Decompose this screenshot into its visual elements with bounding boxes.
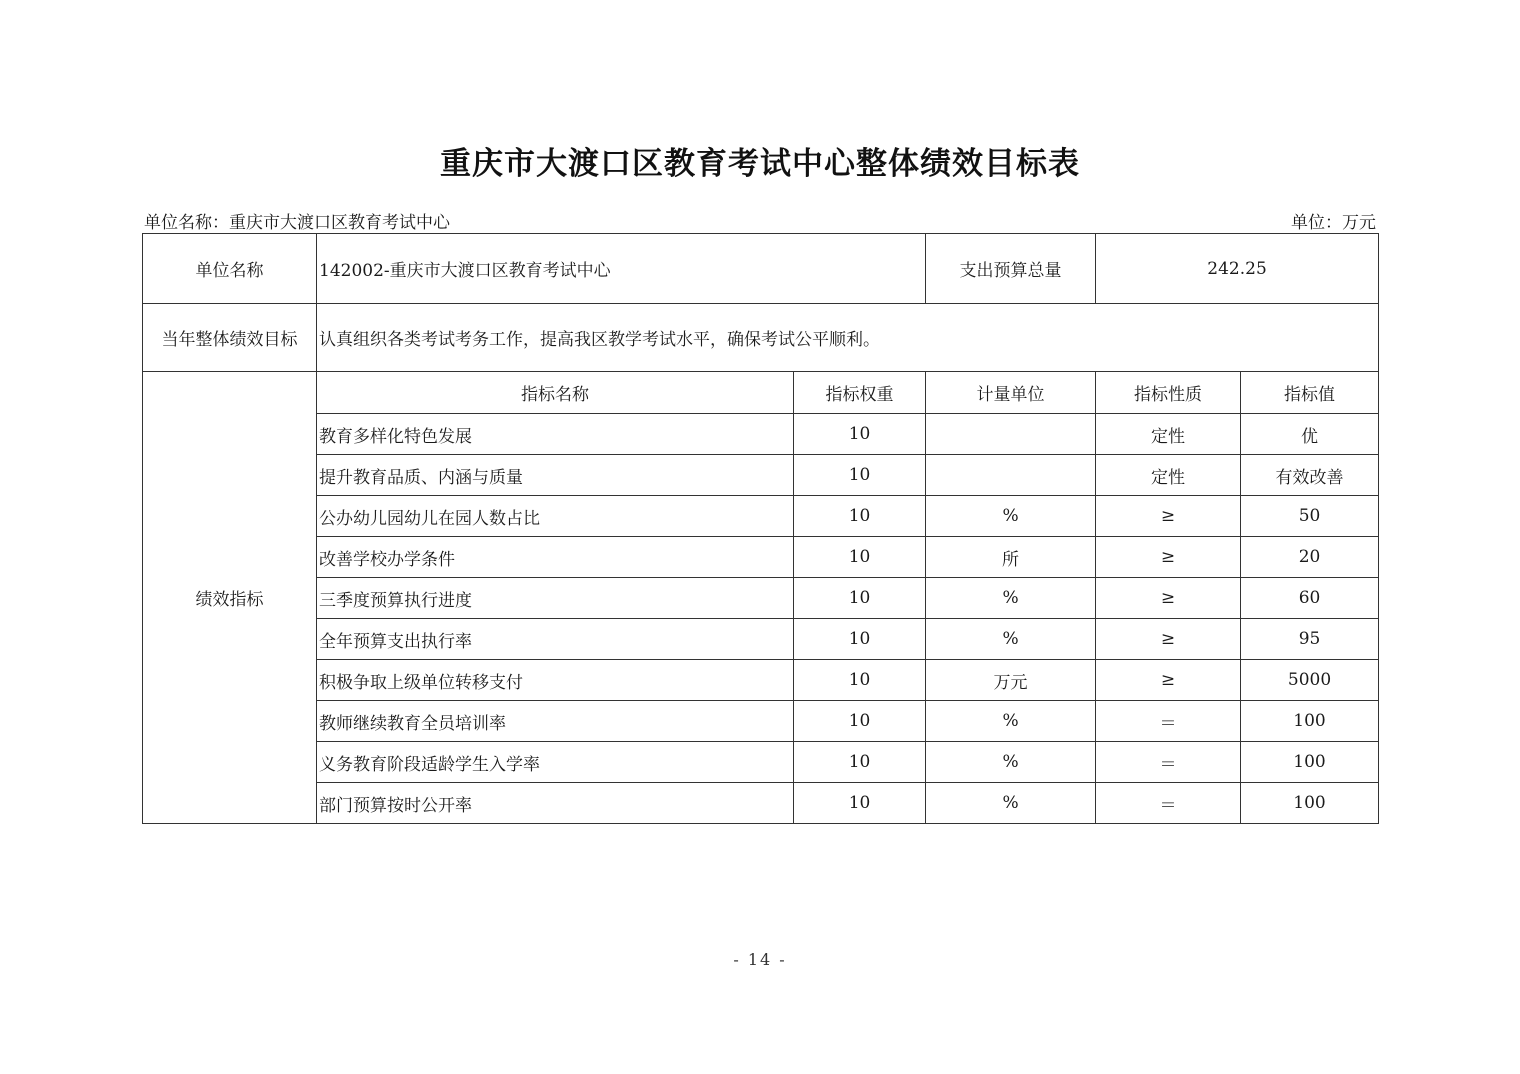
indicator-unit: % (926, 701, 1096, 742)
indicator-unit: 万元 (926, 660, 1096, 701)
annual-goal-value: 认真组织各类考试考务工作，提高我区教学考试水平，确保考试公平顺利。 (317, 304, 1379, 372)
indicator-value: 20 (1241, 537, 1379, 578)
indicator-nature: 定性 (1096, 455, 1241, 496)
table-row (143, 701, 1379, 742)
indicator-value: 60 (1241, 578, 1379, 619)
goal-row (143, 304, 1379, 372)
indicator-value: 100 (1241, 783, 1379, 824)
indicator-name: 积极争取上级单位转移支付 (317, 660, 794, 701)
performance-table (142, 233, 1379, 824)
indicator-weight: 10 (794, 414, 926, 455)
indicator-unit: % (926, 578, 1096, 619)
header-indicator-name: 指标名称 (317, 372, 794, 414)
indicator-name: 教育多样化特色发展 (317, 414, 794, 455)
indicator-unit (926, 414, 1096, 455)
indicator-name: 全年预算支出执行率 (317, 619, 794, 660)
indicator-name: 改善学校办学条件 (317, 537, 794, 578)
indicator-nature: ≥ (1096, 619, 1241, 660)
indicator-name: 公办幼儿园幼儿在园人数占比 (317, 496, 794, 537)
unit-caption: 单位：万元 (1291, 213, 1376, 233)
unit-name-label: 单位名称 (143, 234, 317, 304)
indicator-weight: 10 (794, 660, 926, 701)
budget-total-value: 242.25 (1096, 234, 1379, 304)
indicator-nature: ＝ (1096, 701, 1241, 742)
indicator-nature: 定性 (1096, 414, 1241, 455)
indicator-name: 三季度预算执行进度 (317, 578, 794, 619)
indicator-unit: % (926, 742, 1096, 783)
indicator-nature: ＝ (1096, 742, 1241, 783)
indicator-nature: ≥ (1096, 660, 1241, 701)
indicator-weight: 10 (794, 619, 926, 660)
indicator-nature: ＝ (1096, 783, 1241, 824)
indicator-unit: % (926, 619, 1096, 660)
header-measure-unit: 计量单位 (926, 372, 1096, 414)
indicator-unit: % (926, 783, 1096, 824)
indicator-nature: ≥ (1096, 496, 1241, 537)
indicator-unit: % (926, 496, 1096, 537)
indicator-value: 5000 (1241, 660, 1379, 701)
indicator-weight: 10 (794, 701, 926, 742)
indicator-value: 95 (1241, 619, 1379, 660)
indicator-weight: 10 (794, 578, 926, 619)
annual-goal-label: 当年整体绩效目标 (143, 304, 317, 372)
indicator-weight: 10 (794, 455, 926, 496)
unit-name-value: 142002-重庆市大渡口区教育考试中心 (317, 234, 926, 304)
page-title: 重庆市大渡口区教育考试中心整体绩效目标表 (440, 146, 1080, 182)
table-row (143, 578, 1379, 619)
indicator-weight: 10 (794, 537, 926, 578)
table-row (143, 619, 1379, 660)
indicator-unit (926, 455, 1096, 496)
indicator-nature: ≥ (1096, 578, 1241, 619)
budget-total-label: 支出预算总量 (926, 234, 1096, 304)
indicator-value: 100 (1241, 701, 1379, 742)
indicator-name: 提升教育品质、内涵与质量 (317, 455, 794, 496)
indicator-nature: ≥ (1096, 537, 1241, 578)
header-indicator-value: 指标值 (1241, 372, 1379, 414)
indicator-unit: 所 (926, 537, 1096, 578)
indicator-name: 教师继续教育全员培训率 (317, 701, 794, 742)
indicator-name: 义务教育阶段适龄学生入学率 (317, 742, 794, 783)
table-row (143, 455, 1379, 496)
indicator-weight: 10 (794, 496, 926, 537)
page-number: - 14 - (733, 950, 787, 969)
table-row (143, 496, 1379, 537)
indicator-weight: 10 (794, 783, 926, 824)
header-indicator-nature: 指标性质 (1096, 372, 1241, 414)
unit-name-caption: 单位名称：重庆市大渡口区教育考试中心 (144, 213, 450, 233)
table-row (143, 537, 1379, 578)
unit-row (143, 234, 1379, 304)
table-row (143, 783, 1379, 824)
indicator-value: 有效改善 (1241, 455, 1379, 496)
indicator-header-row (143, 372, 1379, 414)
indicator-value: 50 (1241, 496, 1379, 537)
indicator-value: 优 (1241, 414, 1379, 455)
indicator-name: 部门预算按时公开率 (317, 783, 794, 824)
table-row (143, 660, 1379, 701)
indicator-value: 100 (1241, 742, 1379, 783)
header-indicator-weight: 指标权重 (794, 372, 926, 414)
indicator-weight: 10 (794, 742, 926, 783)
performance-indicators-label: 绩效指标 (143, 372, 317, 824)
table-row (143, 742, 1379, 783)
table-row (143, 414, 1379, 455)
